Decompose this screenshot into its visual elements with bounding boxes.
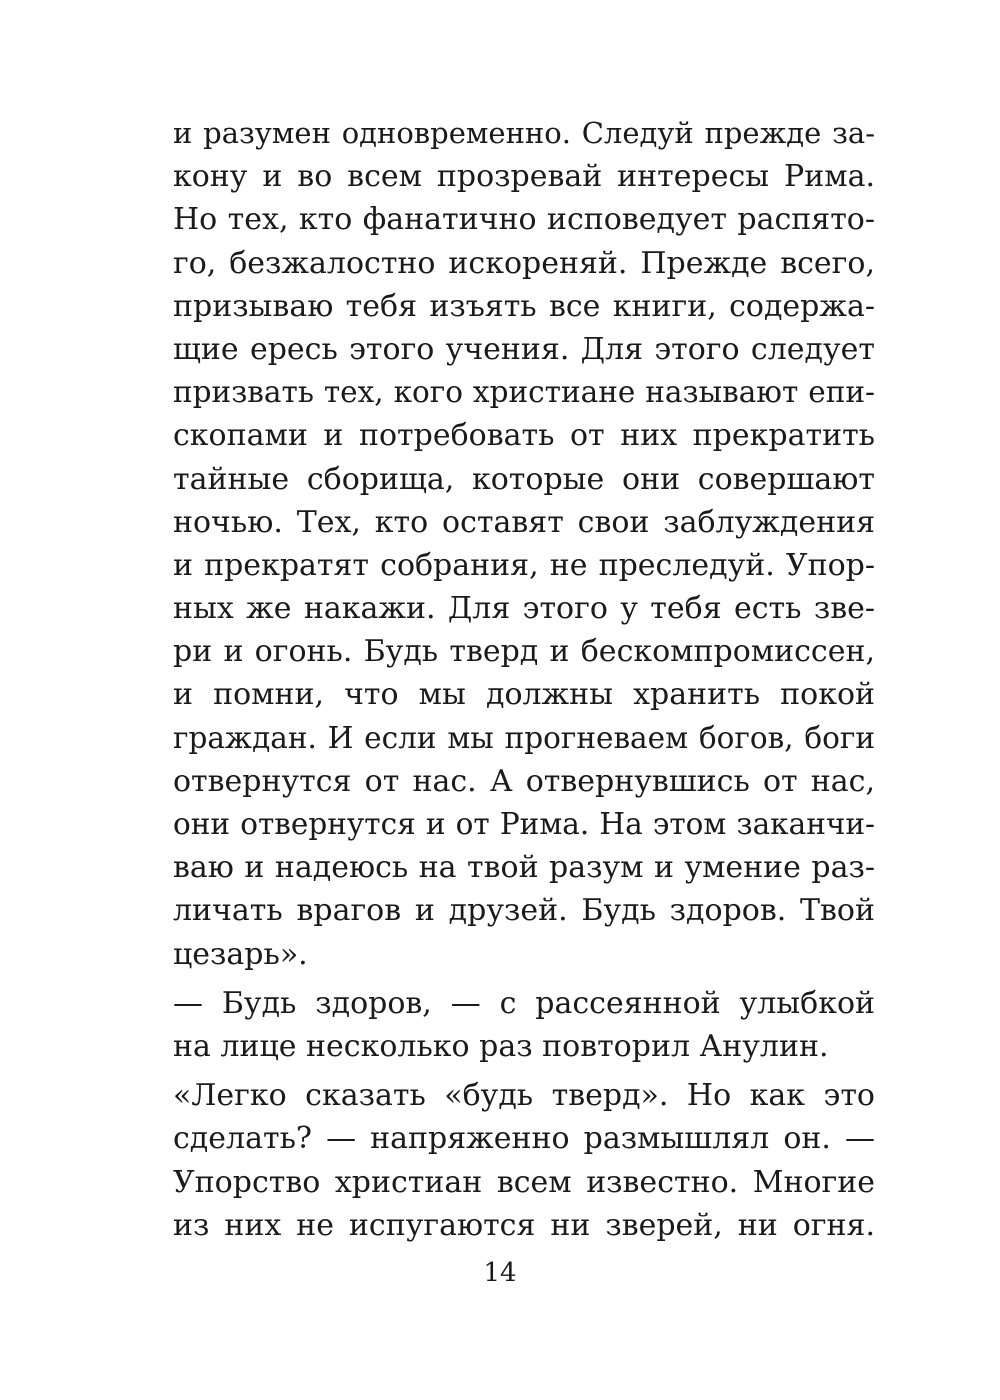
text-line: сделать? — напряженно размышлял он. —: [173, 1121, 875, 1157]
paragraph-3: [173, 1074, 875, 1247]
paragraph-2: [173, 982, 875, 1068]
text-line: из них не испугаются ни зверей, ни огня.: [173, 1207, 875, 1243]
text-line: скопами и потребовать от них прекратить: [173, 418, 875, 454]
body-text: [173, 112, 875, 1247]
text-line: граждан. И если мы прогневаем богов, боги: [173, 720, 875, 755]
text-line: щие ересь этого учения. Для этого следует: [173, 331, 875, 367]
text-line: и помни, что мы должны хранить покой: [173, 677, 875, 713]
text-line: призываю тебя изъять все книги, содержа-: [173, 288, 875, 324]
text-line: Но тех, кто фанатично исповедует распято-: [173, 202, 875, 238]
text-line: ных же накажи. Для этого у тебя есть зве-: [173, 591, 875, 627]
text-line: кону и во всем прозревай интересы Рима.: [173, 159, 875, 195]
text-line: Упорство христиан всем известно. Многие: [173, 1164, 875, 1200]
text-line: призвать тех, кого христиане называют епи-: [173, 375, 875, 410]
text-line: — Будь здоров, — с рассеянной улыбкой: [173, 985, 875, 1021]
text-line: и прекратят собрания, не преследуй. Упор-: [173, 547, 875, 583]
text-line: и разумен одновременно. Следуй прежде за-: [173, 116, 875, 150]
text-line: отвернутся от нас. А отвернувшись от нас,: [173, 763, 875, 799]
text-line: личать врагов и друзей. Будь здоров. Твой: [173, 893, 875, 929]
page-number: 14: [483, 1258, 517, 1288]
text-line: ваю и надеюсь на твой разум и умение раз-: [173, 850, 875, 886]
text-line: «Легко сказать «будь тверд». Но как это: [173, 1078, 875, 1114]
text-line: ночью. Тех, кто оставят свои заблуждения: [173, 504, 875, 540]
paragraph-1: [173, 112, 875, 976]
text-line: на лице несколько раз повторил Анулин.: [173, 1028, 829, 1064]
text-line: тайные сборища, которые они совершают: [173, 461, 875, 497]
text-line: го, безжалостно искореняй. Прежде всего,: [173, 245, 875, 281]
text-line: цезарь».: [173, 936, 308, 972]
text-line: они отвернутся и от Рима. На этом заканчи-: [173, 807, 875, 841]
text-line: ри и огонь. Будь тверд и бескомпромиссен,: [173, 634, 875, 670]
